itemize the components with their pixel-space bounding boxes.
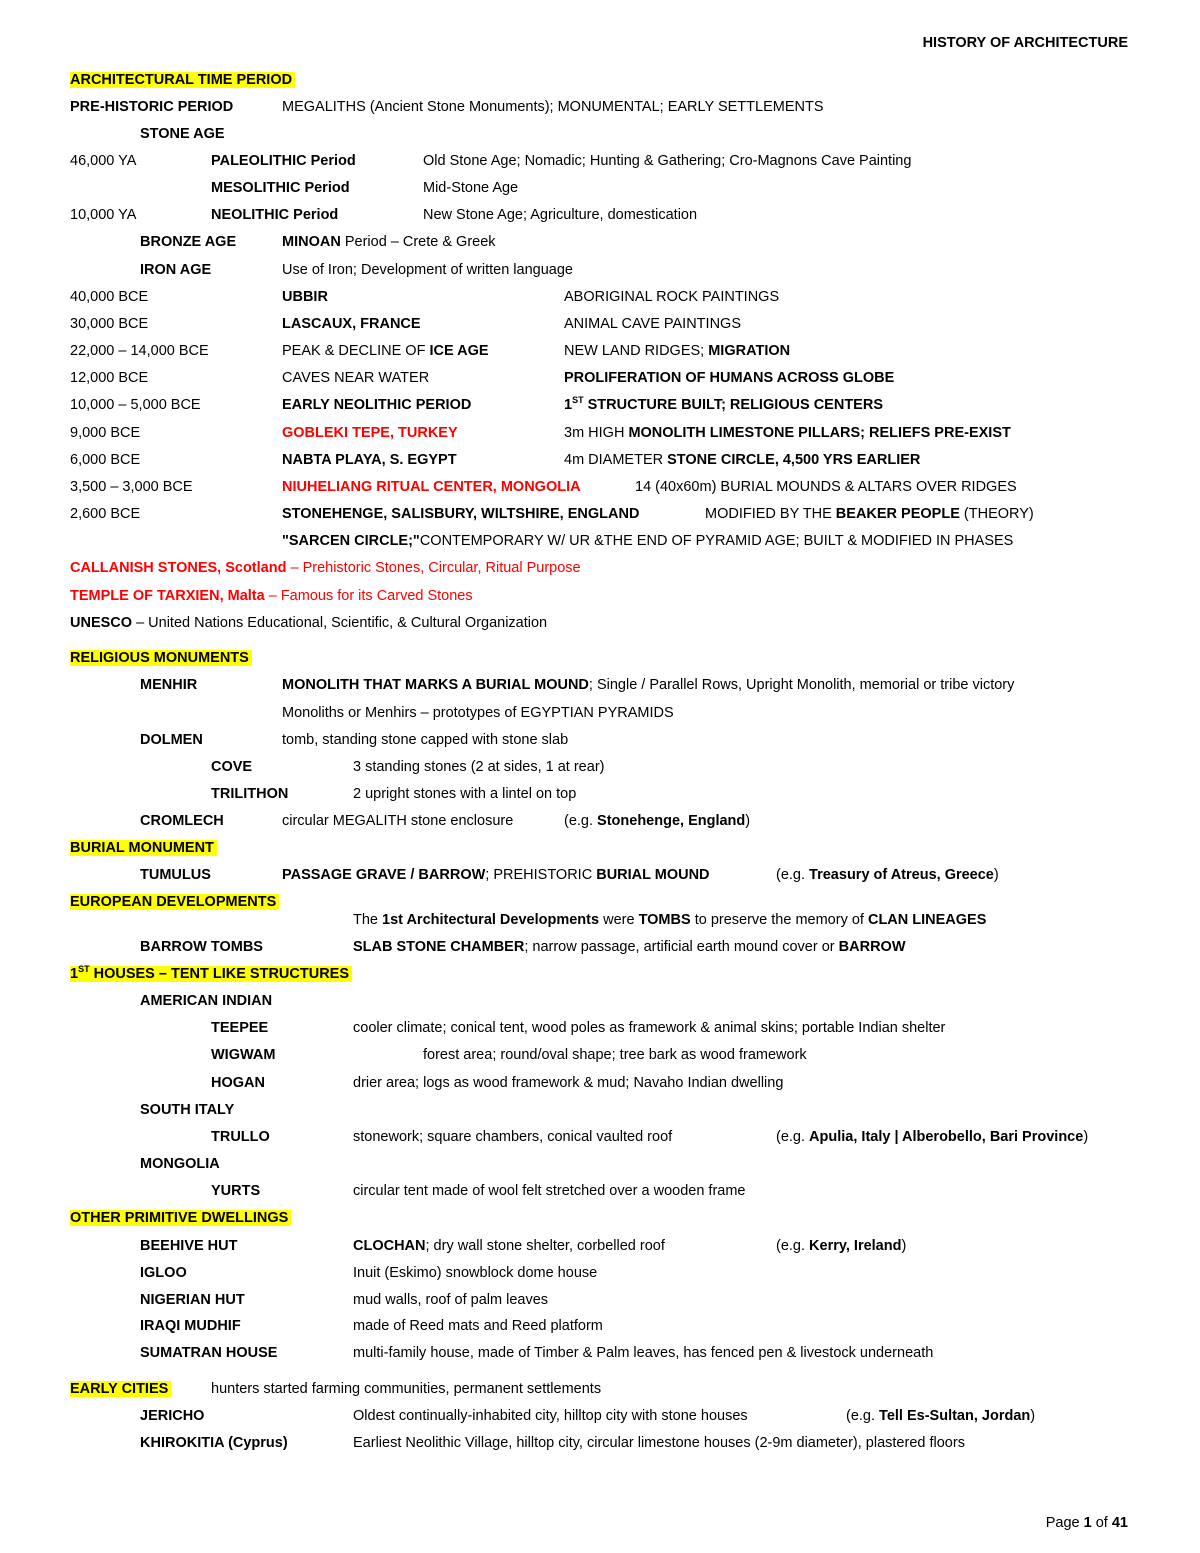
page-number: Page 1 of 41: [1045, 1515, 1128, 1531]
subgroup-label: MONGOLIA: [140, 1156, 220, 1172]
site: CAVES NEAR WATER: [282, 370, 430, 386]
site: UBBIR: [282, 289, 328, 305]
definition: Use of Iron; Development of written language: [282, 262, 573, 278]
date: 3,500 – 3,000 BCE: [70, 479, 193, 495]
term: SUMATRAN HOUSE: [140, 1345, 278, 1361]
term: IRAQI MUDHIF: [140, 1318, 241, 1334]
term: KHIROKITIA (Cyprus): [140, 1435, 288, 1451]
term: DOLMEN: [140, 732, 203, 748]
note: 4m DIAMETER STONE CIRCLE, 4,500 YRS EARLIER: [564, 452, 921, 468]
term: IGLOO: [140, 1265, 187, 1281]
definition: circular tent made of wool felt stretched over a wooden frame: [353, 1183, 746, 1199]
term: JERICHO: [140, 1408, 205, 1424]
definition: hunters started farming communities, permanent settlements: [211, 1381, 602, 1397]
definition: PASSAGE GRAVE / BARROW; PREHISTORIC BURIAL MOUND: [282, 867, 710, 883]
note-tarxien: TEMPLE OF TARXIEN, Malta – Famous for its Carved Stones: [70, 588, 473, 604]
definition: forest area; round/oval shape; tree bark as wood framework: [423, 1047, 807, 1063]
section-time-period: [70, 71, 295, 89]
note: 3m HIGH MONOLITH LIMESTONE PILLARS; RELIEFS PRE-EXIST: [564, 425, 1011, 441]
section-heading: BURIAL MONUMENT: [70, 840, 217, 856]
definition: 3 standing stones (2 at sides, 1 at rear): [353, 759, 605, 775]
subgroup-label: AMERICAN INDIAN: [140, 993, 273, 1009]
definition: Earliest Neolithic Village, hilltop city, circular limestone houses (2-9m diameter), plastered floors: [353, 1435, 965, 1451]
site: LASCAUX, FRANCE: [282, 316, 421, 332]
site: EARLY NEOLITHIC PERIOD: [282, 397, 472, 413]
term: COVE: [211, 759, 253, 775]
term: TRULLO: [211, 1129, 270, 1145]
date: 10,000 – 5,000 BCE: [70, 397, 201, 413]
section-houses: [70, 965, 352, 983]
note: ABORIGINAL ROCK PAINTINGS: [564, 289, 780, 305]
site: STONEHENGE, SALISBURY, WILTSHIRE, ENGLAND: [282, 506, 640, 522]
definition: Mid-Stone Age: [423, 180, 519, 196]
date: 12,000 BCE: [70, 370, 149, 386]
definition: mud walls, roof of palm leaves: [353, 1292, 549, 1308]
section-heading: 1ST HOUSES – TENT LIKE STRUCTURES: [70, 966, 352, 982]
section-heading: RELIGIOUS MONUMENTS: [70, 650, 252, 666]
date: 30,000 BCE: [70, 316, 149, 332]
term: WIGWAM: [211, 1047, 276, 1063]
definition: made of Reed mats and Reed platform: [353, 1318, 603, 1334]
term: TRILITHON: [211, 786, 289, 802]
date: 2,600 BCE: [70, 506, 141, 522]
note: "SARCEN CIRCLE;"CONTEMPORARY W/ UR &THE END OF PYRAMID AGE; BUILT & MODIFIED IN PHASES: [282, 533, 1014, 549]
date: 22,000 – 14,000 BCE: [70, 343, 209, 359]
term: PRE-HISTORIC PERIOD: [70, 99, 234, 115]
section-european: [70, 893, 279, 911]
definition: cooler climate; conical tent, wood poles as framework & animal skins; portable Indian shelter: [353, 1020, 946, 1036]
note-unesco: UNESCO – United Nations Educational, Scientific, & Cultural Organization: [70, 615, 548, 631]
date: 6,000 BCE: [70, 452, 141, 468]
definition: Monoliths or Menhirs – prototypes of EGYPTIAN PYRAMIDS: [282, 705, 674, 721]
definition: CLOCHAN; dry wall stone shelter, corbelled roof: [353, 1238, 665, 1254]
sentence: The 1st Architectural Developments were TOMBS to preserve the memory of CLAN LINEAGES: [353, 912, 987, 928]
definition: Oldest continually-inhabited city, hilltop city with stone houses: [353, 1408, 748, 1424]
site: NIUHELIANG RITUAL CENTER, MONGOLIA: [282, 479, 581, 495]
section-heading: ARCHITECTURAL TIME PERIOD: [70, 72, 295, 88]
date: 9,000 BCE: [70, 425, 141, 441]
term: BARROW TOMBS: [140, 939, 263, 955]
term: NIGERIAN HUT: [140, 1292, 245, 1308]
example: (e.g. Treasury of Atreus, Greece): [776, 867, 999, 883]
term: IRON AGE: [140, 262, 212, 278]
definition: drier area; logs as wood framework & mud; Navaho Indian dwelling: [353, 1075, 784, 1091]
definition: 2 upright stones with a lintel on top: [353, 786, 577, 802]
term: CROMLECH: [140, 813, 224, 829]
date: 10,000 YA: [70, 207, 137, 223]
site: PEAK & DECLINE OF ICE AGE: [282, 343, 489, 359]
term: PALEOLITHIC Period: [211, 153, 356, 169]
note: PROLIFERATION OF HUMANS ACROSS GLOBE: [564, 370, 895, 386]
example: (e.g. Apulia, Italy | Alberobello, Bari Province): [776, 1129, 1089, 1145]
section-heading: OTHER PRIMITIVE DWELLINGS: [70, 1210, 291, 1226]
term: MESOLITHIC Period: [211, 180, 350, 196]
term: TUMULUS: [140, 867, 211, 883]
note: ANIMAL CAVE PAINTINGS: [564, 316, 741, 332]
definition: MONOLITH THAT MARKS A BURIAL MOUND; Single / Parallel Rows, Upright Monolith, memorial or tribe victory: [282, 677, 1015, 693]
term: MENHIR: [140, 677, 198, 693]
subgroup-label: SOUTH ITALY: [140, 1102, 235, 1118]
date: 46,000 YA: [70, 153, 137, 169]
example: (e.g. Stonehenge, England): [564, 813, 751, 829]
note: 1ST STRUCTURE BUILT; RELIGIOUS CENTERS: [564, 395, 883, 413]
definition: MEGALITHS (Ancient Stone Monuments); MONUMENTAL; EARLY SETTLEMENTS: [282, 99, 824, 115]
definition: circular MEGALITH stone enclosure: [282, 813, 514, 829]
note: MODIFIED BY THE BEAKER PEOPLE (THEORY): [705, 506, 1034, 522]
section-heading: EUROPEAN DEVELOPMENTS: [70, 894, 279, 910]
definition: New Stone Age; Agriculture, domestication: [423, 207, 698, 223]
section-heading: EARLY CITIES: [70, 1381, 171, 1397]
definition: Inuit (Eskimo) snowblock dome house: [353, 1265, 598, 1281]
definition: MINOAN Period – Crete & Greek: [282, 234, 496, 250]
site: NABTA PLAYA, S. EGYPT: [282, 452, 457, 468]
site: GOBLEKI TEPE, TURKEY: [282, 425, 458, 441]
term: NEOLITHIC Period: [211, 207, 339, 223]
term: BRONZE AGE: [140, 234, 237, 250]
document-title: HISTORY OF ARCHITECTURE: [922, 35, 1128, 51]
definition: tomb, standing stone capped with stone slab: [282, 732, 569, 748]
date: 40,000 BCE: [70, 289, 149, 305]
note: NEW LAND RIDGES; MIGRATION: [564, 343, 791, 359]
term: STONE AGE: [140, 126, 225, 142]
definition: stonework; square chambers, conical vaulted roof: [353, 1129, 673, 1145]
definition: multi-family house, made of Timber & Palm leaves, has fenced pen & livestock underneath: [353, 1345, 934, 1361]
note-callanish: CALLANISH STONES, Scotland – Prehistoric Stones, Circular, Ritual Purpose: [70, 560, 581, 576]
example: (e.g. Tell Es-Sultan, Jordan): [846, 1408, 1036, 1424]
definition: SLAB STONE CHAMBER; narrow passage, artificial earth mound cover or BARROW: [353, 939, 906, 955]
note: 14 (40x60m) BURIAL MOUNDS & ALTARS OVER RIDGES: [635, 479, 1017, 495]
section-primitive: [70, 1209, 291, 1227]
section-burial: [70, 839, 217, 857]
term: BEEHIVE HUT: [140, 1238, 238, 1254]
term: HOGAN: [211, 1075, 265, 1091]
section-religious: [70, 649, 252, 667]
example: (e.g. Kerry, Ireland): [776, 1238, 907, 1254]
term: TEEPEE: [211, 1020, 269, 1036]
term: YURTS: [211, 1183, 261, 1199]
definition: Old Stone Age; Nomadic; Hunting & Gathering; Cro-Magnons Cave Painting: [423, 153, 912, 169]
